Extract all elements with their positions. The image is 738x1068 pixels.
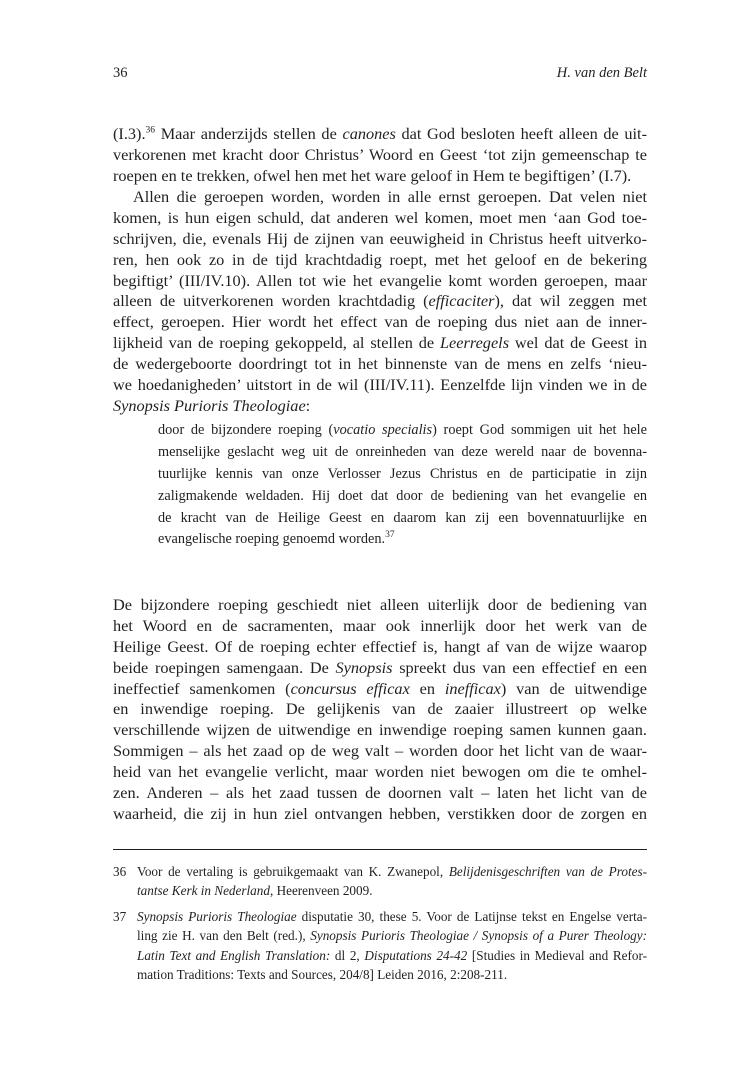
text-line: komen, is hun eigen schuld, dat anderen wel komen, moet men ‘aan God toe- <box>113 207 647 227</box>
footnote-divider <box>113 849 647 850</box>
text-line: begiftigt’ (III/IV.10). Allen tot wie het evangelie komt worden geroepen, maar <box>113 270 647 290</box>
paragraph-1 <box>113 124 647 187</box>
quote-line: de kracht van de Heilige Geest en daarom kan zij een bovennatuurlijke en <box>158 509 647 526</box>
footnote-line: Latin Text and English Translation: dl 2, Disputations 24-42 [Studies in Medieval and Refor- <box>137 947 647 963</box>
footnote-ref-37[interactable]: 37 <box>385 530 395 541</box>
text-line: zen. Anderen – als het zaad tussen de doornen valt – laten het licht van de <box>113 783 647 803</box>
text-line: De bijzondere roeping geschiedt niet alleen uiterlijk door de bediening van <box>113 595 647 614</box>
quote-line: menselijke geslacht weg uit de onreinheden van deze wereld naar de bovenna- <box>158 443 647 460</box>
quote-line: zaligmakende weldaden. Hij doet dat door de bediening van het evangelie en <box>158 487 647 504</box>
text-line: alleen de uitverkorenen worden krachtdadig (efficaciter), dat wil zeggen met <box>113 291 647 311</box>
footnote-line: mation Traditions: Texts and Sources, 204/8] Leiden 2016, 2:208-211. <box>137 966 508 982</box>
block-quote <box>158 420 647 551</box>
footnote-37 <box>113 907 647 985</box>
text-line: ineffectief samenkomen (concursus efficax en inefficax) van de uitwendige <box>113 678 647 698</box>
text-line: lijkheid van de roeping gekoppeld, al stellen de Leerregels wel dat de Geest in <box>113 333 647 353</box>
footnote-line: ling zie H. van den Belt (red.), Synopsis Purioris Theologiae / Synopsis of a Purer Theology: <box>137 928 647 944</box>
text-line: Synopsis Purioris Theologiae: <box>113 395 311 415</box>
text-line: (I.3).$^{36}$ Maar anderzijds stellen de canones dat God besloten heeft alleen de uit- <box>113 124 647 143</box>
footnote-line: tantse Kerk in Nederland, Heerenveen 2009. <box>137 883 373 899</box>
footnotes <box>113 862 647 990</box>
footnote-line: Synopsis Purioris Theologiae disputatie 30, these 5. Voor de Latijnse tekst en Engelse verta- <box>137 908 647 924</box>
text-line: verkorenen met kracht door Christus’ Woord en Geest ‘tot zijn gemeenschap te <box>113 144 647 164</box>
text-line: schrijven, die, evenals Hij de zijnen van eeuwigheid in Christus heeft uitverko- <box>113 228 647 248</box>
text-line: het Woord en de sacramenten, maar ook innerlijk door het werk van de <box>113 615 647 635</box>
text-line: de wedergeboorte doordringt tot in het binnenste van de mens en zelfs ‘nieu- <box>113 354 647 374</box>
text-line: heid van het evangelie verlicht, maar worden niet bewogen om die te omhel- <box>113 762 647 782</box>
text-line: verschillende wijzen de uitwendige en inwendige roeping samen kunnen gaan. <box>113 720 647 740</box>
footnote-number: 36 <box>113 864 127 879</box>
quote-line: tuurlijke kennis van onze Verlosser Jezus Christus en de participatie in zijn <box>158 465 647 482</box>
text-line: waarheid, die zij in hun ziel ontvangen hebben, verstikken door de zorgen en <box>113 803 647 823</box>
quote-line: evangelische roeping genoemd worden.$^{37}$ <box>158 530 395 548</box>
quote-line: door de bijzondere roeping (vocatio specialis) roept God sommigen uit het hele <box>158 422 647 438</box>
page-number: 36 <box>113 65 128 81</box>
text-line: Sommigen – als het zaad op de weg valt – worden door het licht van de waar- <box>113 741 647 761</box>
text-line: we hoedanigheden’ uitstort in de wil (III/IV.11). Eenzelfde lijn vinden we in de <box>113 375 647 395</box>
text-line: Heilige Geest. Of de roeping echter effectief is, hangt af van de wijze waarop <box>113 636 647 656</box>
text-line: roepen en te trekken, ofwel hen met het ware geloof in Hem te begiftigen’ (I.7). <box>113 165 632 185</box>
running-head: H. van den Belt <box>556 65 647 81</box>
text-line: en inwendige roeping. De gelijkenis van de zaaier illustreert op welke <box>113 699 647 719</box>
paragraph-3 <box>113 595 647 825</box>
footnote-36 <box>113 862 647 901</box>
text-line: Allen die geroepen worden, worden in alle ernst geroepen. Dat velen niet <box>133 187 647 206</box>
footnote-line: Voor de vertaling is gebruikgemaakt van K. Zwanepol, Belijdenisgeschriften van de Protes- <box>137 864 648 879</box>
paragraph-2 <box>113 187 647 417</box>
text-line: effect, geroepen. Hier wordt het effect van de roeping dus niet aan de inner- <box>113 312 647 332</box>
text-line: beide roepingen samengaan. De Synopsis spreekt dus van een effectief en een <box>113 657 647 677</box>
text-line: ren, hen ook zo in de tijd krachtdadig roept, met het geloof en de bekering <box>113 249 647 269</box>
footnote-number: 37 <box>113 908 127 924</box>
footnote-ref-36[interactable]: 36 <box>145 125 156 136</box>
